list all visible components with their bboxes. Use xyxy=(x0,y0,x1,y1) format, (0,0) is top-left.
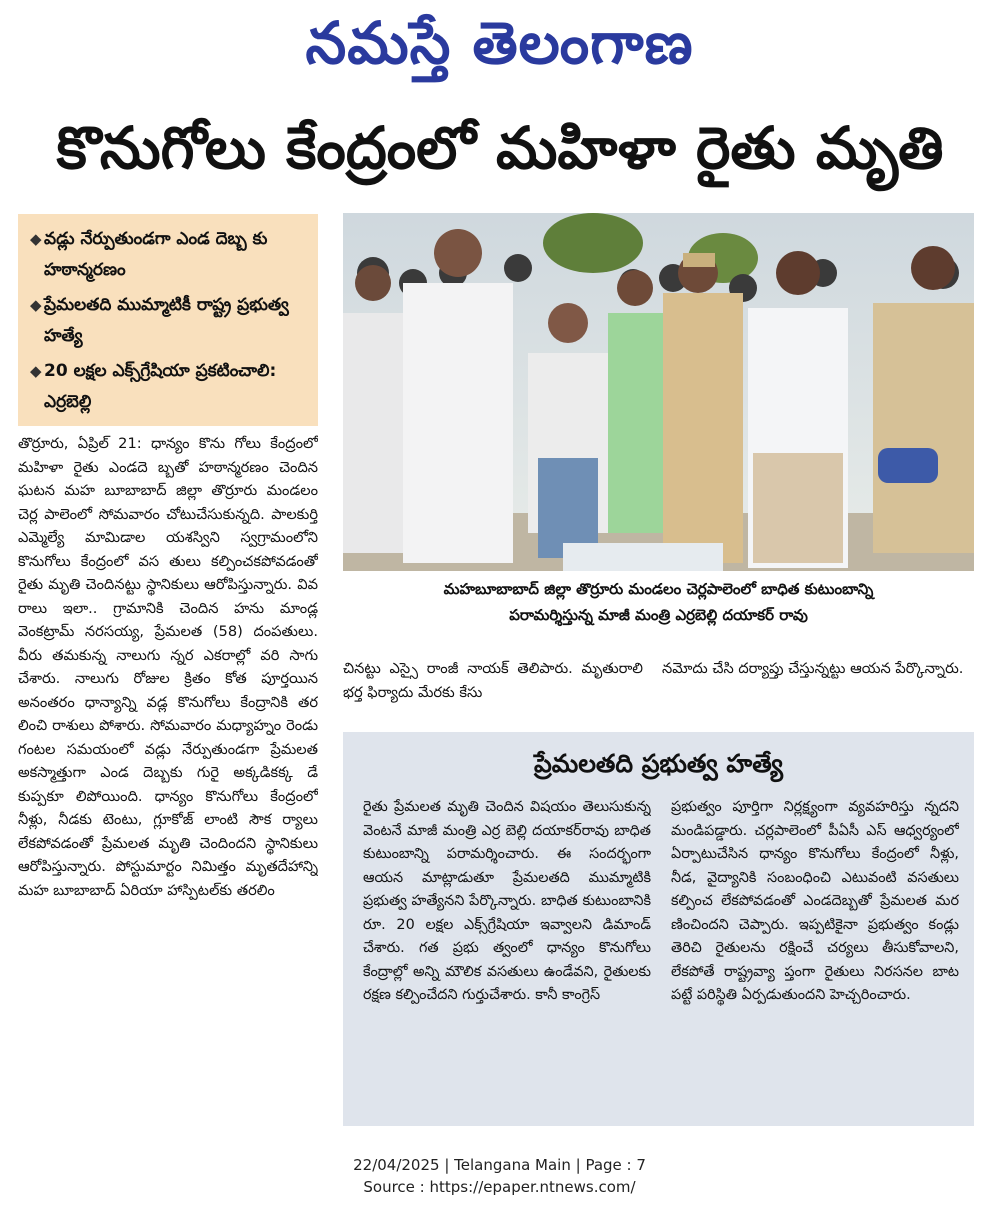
photo-caption xyxy=(343,576,974,632)
article-column-right: నమోదు చేసి దర్యాప్తు చేస్తున్నట్టు ఆయన పేర్కొన్నారు. xyxy=(662,660,964,677)
box-column-a: రైతు ప్రేమలత మృతి చెందిన విషయం తెలుసుకున్న వెంటనే మాజీ మంత్రి ఎర్ర బెల్లి దయాకర్‌రావు బాధిత కుటుంబాన్ని పరామర్శించారు. ఈ సందర్భంగా ఆయన మాట్లాడుతూ ప్రేమలతది ముమ్మాటికి ప్రభుత్వ హత్యేనని పేర్కొన్నారు. బాధిత కుటుంబానికి రూ. 20 లక్షల ఎక్స్‌గ్రేషియా ఇవ్వాలని డిమాండ్ చేశారు. గత ప్రభు త్వంలో ధాన్యం కొనుగోలు కేంద్రాల్లో అన్ని మౌలిక వసతులు ఉండేవని, రైతులకు రక్షణ కల్పించేదని గుర్తుచేశారు. కానీ కాంగ్రెస్ xyxy=(363,799,651,1003)
masthead xyxy=(0,0,999,90)
caption-line: మహబూబాబాద్ జిల్లా తొర్రూరు మండలం చెర్లపాలెంలో బాధిత కుటుంబాన్ని xyxy=(443,580,874,598)
bullet-icon: ◆ xyxy=(30,362,42,380)
highlight-text: 20 లక్షల ఎక్స్‌గ్రేషియా ప్రకటించాలి: ఎర్రబెల్లి xyxy=(44,361,277,412)
highlight-item xyxy=(30,356,308,418)
photo-icon xyxy=(343,213,974,571)
highlight-text: ప్రేమలతది ముమ్మాటికీ రాష్ట్ర ప్రభుత్వ హత్యే xyxy=(44,295,289,346)
bullet-icon: ◆ xyxy=(30,230,42,248)
highlight-item xyxy=(30,224,308,286)
highlight-text: వడ్లు నేర్పుతుండగా ఎండ దెబ్బ కు హఠాన్మరణం xyxy=(44,229,268,280)
footer xyxy=(0,1154,999,1198)
highlights-box xyxy=(18,214,318,426)
caption-line: పరామర్శిస్తున్న మాజీ మంత్రి ఎర్రబెల్లి దయాకర్ రావు xyxy=(509,606,808,624)
sidebar-article-box xyxy=(343,732,974,1126)
box-title: ప్రేమలతది ప్రభుత్వ హత్యే xyxy=(533,749,783,778)
footer-date-page: 22/04/2025 | Telangana Main | Page : 7 xyxy=(353,1156,646,1174)
news-photo xyxy=(343,213,974,571)
newspaper-logo: నమస్తే తెలంగాణ xyxy=(305,9,694,77)
article-column-mid: చినట్టు ఎస్సై రాంజీ నాయక్ తెలిపారు. మృతురాలి భర్త ఫిర్యాదు మేరకు కేసు xyxy=(343,660,643,701)
box-column-b: ప్రభుత్వం పూర్తిగా నిర్లక్ష్యంగా వ్యవహరిస్తు న్నదని మండిపడ్డారు. చర్లపాలెంలో పీఏసీ ఎస్ ఆధ్వర్యంలో ఏర్పాటుచేసిన ధాన్యం కొనుగోలు కేంద్రంలో నీళ్లు, నీడ, వైద్యానికి సంబంధించి ఎటువంటి వసతులు కల్పించ లేకపోవడంతో ఎండదెబ్బతో ప్రేమలత మర ణించిందని చెప్పారు. ఇప్పటికైనా ప్రభుత్వం కండ్లు తెరిచి రైతులను రక్షించే చర్యలు తీసుకోవాలని, లేకపోతే రాష్ట్రవ్యా ప్తంగా రైతులు నిరసనల బాట పట్టే పరిస్థితి ఏర్పడుతుందని హెచ్చరించారు. xyxy=(671,799,959,1003)
footer-source-link[interactable]: Source : https://epaper.ntnews.com/ xyxy=(363,1178,636,1196)
headline: కొనుగోలు కేంద్రంలో మహిళా రైతు మృతి xyxy=(56,114,944,182)
article-column-left: తొర్రూరు, ఏప్రిల్ 21: ధాన్యం కొను గోలు కేంద్రంలో మహిళా రైతు ఎండదె బ్బతో హఠాన్మరణం చెందిన ఘటన మహ బూబాబాద్ జిల్లా తొర్రూరు మండలం చెర్ల పాలెంలో సోమవారం చోటుచేసుకున్నది. పాలకుర్తి ఎమ్మెల్యే మామిడాల యశస్విని స్వగ్రామంలోని కొనుగోలు కేంద్రంలో వస తులు కల్పించకపోవడంతో రైతు మృతి చెందినట్టు స్థానికులు ఆరోపిస్తున్నారు. వివ రాలు ఇలా.. గ్రామానికి చెందిన హను మాండ్ల వెంకట్రామ్ నరసయ్య, ప్రేమలత (58) దంపతులు. వీరు తమకున్న నాలుగు న్నర ఎకరాల్లో వరి సాగు చేశారు. నాలుగు రోజుల క్రితం కోత పూర్తయిన అనంతరం ధాన్యాన్ని వడ్ల కొనుగోలు కేంద్రానికి తర లించి రాశులు పోశారు. సోమవారం మధ్యాహ్నం రెండు గంటల సమయంలో వడ్లు నేర్పుతుండగా ప్రేమలత అకస్మాత్తుగా ఎండ దెబ్బకు గురై అక్కడికక్క డే కుప్పకూ లిపోయింది. ధాన్యం కొనుగోలు కేంద్రంలో నీళ్లు, నీడకు టెంటు, గ్లూకోజ్ లాంటి సౌక ర్యాలు లేకపోవడంతో ప్రేమలత మృతి చెందిందని స్థానికులు ఆరోపిస్తున్నారు. పోస్టుమార్టం నిమిత్తం మృతదేహాన్ని మహ బూబాబాద్ ఏరియా హాస్పిటల్‌కు తరలిం xyxy=(18,435,318,899)
bullet-icon: ◆ xyxy=(30,296,42,314)
highlight-item xyxy=(30,290,308,352)
